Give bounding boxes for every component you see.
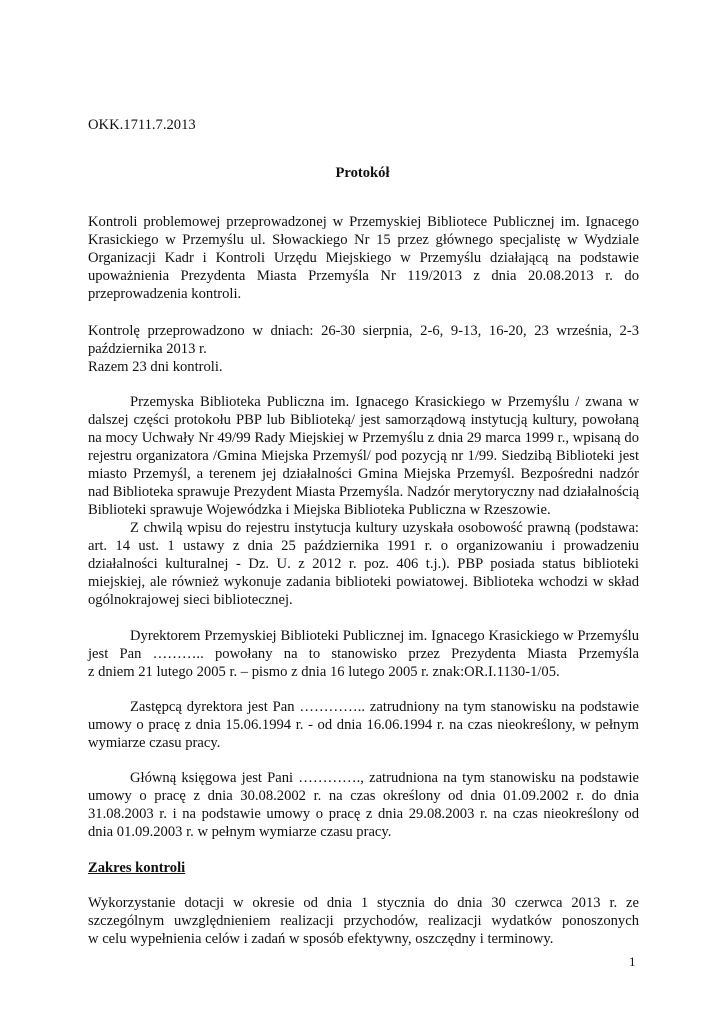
text-line: Krasickiego w Przemyślu ul. Słowackiego Nr 15 przez głównego specjalistę w Wydziale (88, 232, 639, 248)
text-line: Dyrektorem Przemyskiej Biblioteki Publicznej im. Ignacego Krasickiego w Przemyślu (130, 628, 639, 644)
document-title: Protokół (335, 165, 390, 181)
reference-number: OKK.1711.7.2013 (88, 117, 196, 133)
text-line: miejskiej, ale również wykonuje zadania biblioteki powiatowej. Biblioteka wchodzi w skład (88, 574, 639, 590)
text-line: 31.08.2003 r. i na podstawie umowy o pracę z dnia 29.08.2003 r. na czas nieokreślony od (88, 806, 639, 822)
text-line: Biblioteki sprawuje Wojewódzka i Miejska Biblioteka Publiczna w Rzeszowie. (88, 502, 551, 518)
text-line: upoważnienia Prezydenta Miasta Przemyśla Nr 119/2013 z dnia 20.08.2013 r. do (88, 268, 639, 284)
text-line: art. 14 ust. 1 ustawy z dnia 25 października 1991 r. o organizowaniu i prowadzeniu (88, 538, 639, 554)
text-line: Zastępcą dyrektora jest Pan ………….. zatrudniony na tym stanowisku na podstawie (130, 699, 639, 715)
section-heading: Zakres kontroli (88, 860, 186, 876)
text-line: ogólnokrajowej sieci bibliotecznej. (88, 592, 293, 608)
text-line: października 2013 r. (88, 341, 207, 357)
text-line: wymiarze czasu pracy. (88, 735, 221, 751)
text-line: Przemyska Biblioteka Publiczna im. Ignacego Krasickiego w Przemyślu / zwana w (130, 394, 639, 410)
text-line: Kontroli problemowej przeprowadzonej w Przemyskiej Bibliotece Publicznej im. Ignacego (88, 214, 639, 230)
text-line: przeprowadzenia kontroli. (88, 286, 242, 302)
text-line: w celu wypełnienia celów i zadań w sposób efektywny, oszczędny i terminowy. (88, 931, 554, 947)
text-line: na mocy Uchwały Nr 49/99 Rady Miejskiej w Przemyślu z dnia 29 marca 1999 r., wpisaną do (88, 430, 639, 446)
text-line: rejestru organizatora /Gmina Miejska Przemyśl/ pod pozycją nr 1/99. Siedzibą Biblioteki jest (88, 448, 639, 464)
text-line: miasto Przemyśl, a terenem jej działalności Gmina Miejska Przemyśl. Bezpośredni nadzór (88, 466, 639, 482)
text-line: Kontrolę przeprowadzono w dniach: 26-30 sierpnia, 2-6, 9-13, 16-20, 23 września, 2-3 (88, 323, 639, 339)
text-line: działalności kulturalnej - Dz. U. z 2012 r. poz. 406 t.j.). PBP posiada status biblioteki (88, 556, 639, 572)
text-line: dnia 01.09.2003 r. w pełnym wymiarze czasu pracy. (88, 824, 392, 840)
text-line: Razem 23 dni kontroli. (88, 359, 223, 375)
text-line: Główną księgowa jest Pani …………., zatrudniona na tym stanowisku na podstawie (130, 770, 639, 786)
text-line: z dniem 21 lutego 2005 r. – pismo z dnia 16 lutego 2005 r. znak:OR.I.1130-1/05. (88, 664, 560, 680)
text-line: jest Pan ……….. powołany na to stanowisko przez Prezydenta Miasta Przemyśla (88, 646, 639, 662)
text-line: umowy o pracę z dnia 30.08.2002 r. na czas określony od dnia 01.09.2002 r. do dnia (88, 788, 639, 804)
text-line: Wykorzystanie dotacji w okresie od dnia 1 stycznia do dnia 30 czerwca 2013 r. ze (88, 895, 639, 911)
text-line: nad Biblioteka sprawuje Prezydent Miasta Przemyśla. Nadzór merytoryczny nad działalnością (88, 484, 640, 500)
page-number: 1 (629, 954, 636, 969)
text-line: Z chwilą wpisu do rejestru instytucja kultury uzyskała osobowość prawną (podstawa: (130, 520, 639, 536)
text-line: szczególnym uwzględnieniem realizacji przychodów, realizacji wydatków ponoszonych (88, 913, 639, 929)
text-line: dalszej części protokołu PBP lub Biblioteką/ jest samorządową instytucją kultury, powołaną (88, 412, 639, 428)
text-line: Organizacji Kadr i Kontroli Urzędu Miejskiego w Przemyślu działającą na podstawie (88, 250, 639, 266)
text-line: umowy o pracę z dnia 15.06.1994 r. - od dnia 16.06.1994 r. na czas nieokreślony, w pełnym (88, 717, 639, 733)
